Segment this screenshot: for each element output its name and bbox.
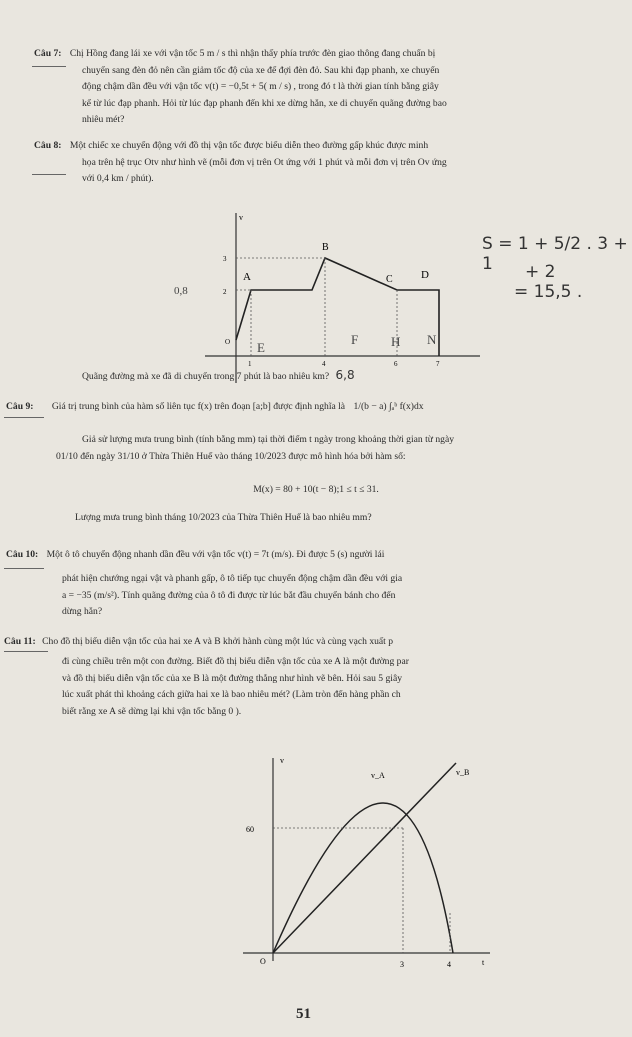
- question-9-question-text: Lượng mưa trung bình tháng 10/2023 của Thừa Thiên Huế là bao nhiêu mm?: [75, 512, 372, 523]
- q8-x-tick-6: 6: [394, 360, 398, 368]
- question-11-margin-line: [4, 651, 48, 652]
- q11-v-axis-label: v: [280, 756, 284, 765]
- question-10-margin-line: [4, 568, 44, 569]
- question-7-line-5: nhiêu mét?: [82, 114, 125, 126]
- q8-graph-polyline: [236, 258, 439, 356]
- q11-y-tick-60: 60: [246, 825, 254, 834]
- question-7-line-3: động chậm dần đều với vận tốc v(t) = −0,5t + 5( m / s) , trong đó t là thời gian tính bằng giây: [82, 81, 439, 93]
- q8-point-a: A: [243, 271, 251, 283]
- question-9-line-1: Giá trị trung bình của hàm số liên tục f(x) trên đoạn [a;b] được định nghĩa là: [51, 401, 346, 412]
- q8-x-tick-4: 4: [322, 360, 326, 368]
- q11-t-axis-label: t: [482, 958, 485, 967]
- question-7-label: Câu 7:: [34, 48, 62, 59]
- q8-point-d: D: [421, 269, 429, 281]
- question-9-model-text: M(x) = 80 + 10(t − 8);1 ≤ t ≤ 31.: [253, 484, 379, 495]
- question-7-line-4: kể từ lúc đạp phanh. Hỏi từ lúc đạp phanh đến khi xe dừng hẳn, xe di chuyển quãng đường bao: [82, 97, 447, 109]
- question-7-margin-line: [32, 66, 66, 67]
- question-9-label: Câu 9:: [6, 401, 34, 412]
- question-8-question: Quãng đường mà xe đã di chuyển trong 7 phút là bao nhiêu km?: [82, 371, 330, 382]
- question-9-question: [75, 510, 372, 527]
- question-7: [34, 46, 447, 129]
- question-9-model: [0, 482, 632, 499]
- question-10: [6, 547, 384, 564]
- question-8-prompt: [82, 367, 355, 386]
- question-9: [6, 399, 424, 416]
- question-8-line-3: với 0,4 km / phút).: [82, 173, 154, 185]
- question-10-line-2: phát hiện chướng ngại vật và phanh gấp, ô tô tiếp tục chuyển động chậm dần đều với gia: [62, 573, 403, 584]
- q8-handwritten-line-3: = 15,5 .: [514, 282, 583, 302]
- q8-handwritten-line-1: S = 1 + 5/2 . 3 + 1: [482, 234, 628, 274]
- question-8-line-1: Một chiếc xe chuyển động với đồ thị vận tốc được biểu diễn theo đường gấp khúc được minh: [69, 140, 429, 151]
- question-11-line-2: đi cùng chiều trên một con đường. Biết đồ thị biểu diễn vận tốc của xe A là một đường par: [62, 656, 409, 667]
- q11-label-vb: v_B: [456, 768, 470, 777]
- question-10-line-4: dừng hẳn?: [62, 606, 103, 618]
- question-10-line-1: Một ô tô chuyển động nhanh dần đều với vận tốc v(t) = 7t (m/s). Đi được 5 (s) người lái: [46, 549, 385, 560]
- q8-point-f: F: [351, 332, 359, 347]
- question-8-handwritten-answer: 6,8: [335, 368, 355, 382]
- q8-point-c: C: [386, 274, 393, 285]
- q8-origin-label: O: [225, 338, 231, 346]
- q8-point-e: E: [257, 340, 265, 355]
- q8-handwritten-line-2: + 2: [525, 262, 556, 282]
- question-8-margin-line: [32, 174, 66, 175]
- question-8-label: Câu 8:: [34, 140, 62, 151]
- question-11-velocity-graph: [228, 753, 498, 973]
- question-7-line-1: Chị Hồng đang lái xe với vận tốc 5 m / s thì nhận thấy phía trước đèn giao thông đang chuẩn bị: [69, 48, 436, 59]
- question-11: [4, 634, 393, 651]
- question-9-margin-line: [4, 417, 44, 418]
- q8-point-b: B: [322, 242, 329, 253]
- question-10-label: Câu 10:: [6, 549, 39, 560]
- question-10-line-3: a = −35 (m/s²). Tính quãng đường của ô tô đi được từ lúc bắt đầu chuyển bánh cho đến: [62, 589, 396, 601]
- q11-label-va: v_A: [371, 771, 385, 780]
- question-11-body: [62, 654, 409, 720]
- q11-origin: O: [260, 957, 266, 966]
- question-11-line-1: Cho đồ thị biểu diễn vận tốc của hai xe A và B khởi hành cùng một lúc và cùng vạch xuất p: [42, 636, 394, 647]
- q8-y-tick-3: 3: [223, 255, 227, 263]
- question-11-line-5: biết rằng xe A sẽ dừng lại khi vận tốc bằng 0 ).: [62, 705, 242, 717]
- q8-handwritten-mark: 0,8: [174, 285, 188, 297]
- q11-x-tick-3: 3: [400, 960, 404, 969]
- q8-x-tick-1: 1: [248, 360, 252, 368]
- q8-v-axis-label: v: [239, 213, 243, 222]
- question-9-body: [56, 432, 455, 465]
- q8-point-n: N: [427, 332, 437, 347]
- q8-y-tick-2: 2: [223, 288, 227, 296]
- question-9-formula: 1/(b − a) ∫ₐᵇ f(x)dx: [353, 401, 424, 412]
- q11-x-tick-4: 4: [447, 960, 451, 969]
- q8-x-tick-7: 7: [436, 360, 440, 368]
- question-11-line-3: và đồ thị biểu diễn vận tốc của xe B là một đường thẳng như hình vẽ bên. Hỏi sau 5 giây: [62, 672, 402, 684]
- question-9-line-2: Giả sử lượng mưa trung bình (tính bằng mm) tại thời điểm t ngày trong khoảng thời gian từ ngày: [82, 434, 455, 445]
- q8-point-h: H: [391, 334, 401, 349]
- question-11-label: Câu 11:: [4, 636, 36, 647]
- q11-line-b: [273, 763, 456, 953]
- question-11-line-4: lúc xuất phát thì khoảng cách giữa hai xe là bao nhiêu mét? (Làm tròn đến hàng phần ch: [62, 689, 401, 701]
- question-8-velocity-graph: [174, 208, 495, 388]
- question-7-line-2: chuyển sang đèn đỏ nên cần giảm tốc độ của xe để đợi đèn đỏ. Sau khi đạp phanh, xe chuyển: [82, 64, 440, 76]
- q11-curve-a: [273, 803, 453, 953]
- question-8-line-2: họa trên hệ trục Otv như hình vẽ (mỗi đơn vị trên Ot ứng với 1 phút và mỗi đơn vị trên Ov ứng: [82, 156, 447, 168]
- page-number: 51: [296, 1006, 311, 1022]
- question-8: [34, 138, 447, 188]
- question-9-line-3: 01/10 đến ngày 31/10 ở Thừa Thiên Huế vào tháng 10/2023 được mô hình hóa bởi hàm số:: [56, 450, 406, 462]
- question-10-body: [62, 571, 402, 621]
